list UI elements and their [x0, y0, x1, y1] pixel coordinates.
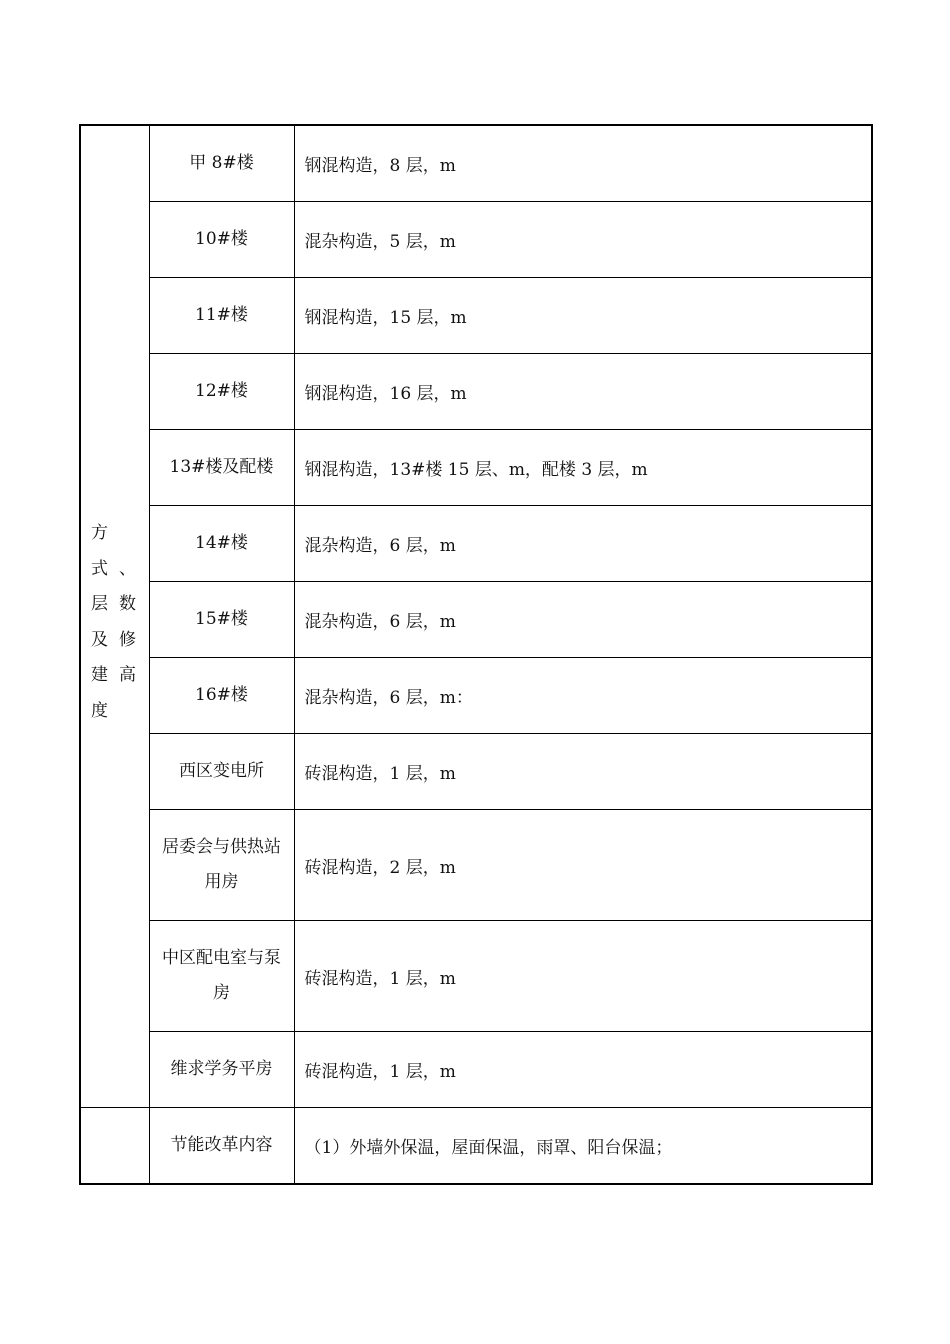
- category-char: 高: [119, 665, 136, 685]
- table-row: [80, 125, 872, 202]
- building-description: 钢混构造，13#楼 15 层、m，配楼 3 层，m: [294, 430, 872, 506]
- building-name: 中区配电室与泵房: [149, 921, 294, 1032]
- table-row: [80, 278, 872, 354]
- category-label: [89, 518, 145, 731]
- building-description: 钢混构造，15 层，m: [294, 278, 872, 354]
- table-row: [80, 202, 872, 278]
- building-description: 混杂构造，6 层，m: [294, 582, 872, 658]
- table-row: [80, 810, 872, 921]
- building-name: 维求学务平房: [149, 1032, 294, 1108]
- table-row: [80, 430, 872, 506]
- table-row: [80, 734, 872, 810]
- category-char: 建: [91, 665, 108, 685]
- building-name: 11#楼: [149, 278, 294, 354]
- building-name: 10#楼: [149, 202, 294, 278]
- building-description: 砖混构造，2 层，m: [294, 810, 872, 921]
- category-char: 度: [91, 700, 108, 721]
- category-char: 数: [119, 594, 136, 614]
- building-description: 砖混构造，1 层，m: [294, 921, 872, 1032]
- category-char: 及: [91, 629, 108, 650]
- table-row: [80, 658, 872, 734]
- empty-cell: [80, 1108, 149, 1185]
- category-cell: [80, 125, 149, 1108]
- building-name: 居委会与供热站用房: [149, 810, 294, 921]
- building-name: 12#楼: [149, 354, 294, 430]
- category-char: 修: [119, 629, 136, 650]
- table-row: [80, 506, 872, 582]
- category-char: 方: [91, 523, 108, 543]
- table-row: [80, 1032, 872, 1108]
- table-row: [80, 354, 872, 430]
- category-char: 层: [91, 594, 108, 614]
- energy-label: 节能改革内容: [149, 1108, 294, 1185]
- building-description: 混杂构造，5 层，m: [294, 202, 872, 278]
- category-char: 式: [91, 558, 108, 579]
- building-description: 砖混构造，1 层，m: [294, 734, 872, 810]
- building-description: 钢混构造，8 层，m: [294, 125, 872, 202]
- category-char: 、: [119, 558, 136, 579]
- energy-content: （1）外墙外保温，屋面保温，雨罩、阳台保温；: [294, 1108, 872, 1185]
- category-char: [117, 696, 145, 732]
- building-description: 混杂构造，6 层，m: [294, 506, 872, 582]
- building-description: 砖混构造，1 层，m: [294, 1032, 872, 1108]
- table-row: [80, 921, 872, 1032]
- building-description: 混杂构造，6 层，m：: [294, 658, 872, 734]
- building-name: 13#楼及配楼: [149, 430, 294, 506]
- category-char: [117, 518, 145, 554]
- building-name: 14#楼: [149, 506, 294, 582]
- building-name: 甲 8#楼: [149, 125, 294, 202]
- building-name: 15#楼: [149, 582, 294, 658]
- building-spec-table: [79, 124, 873, 1185]
- building-name: 16#楼: [149, 658, 294, 734]
- building-description: 钢混构造，16 层，m: [294, 354, 872, 430]
- energy-row: [80, 1108, 872, 1185]
- building-name: 西区变电所: [149, 734, 294, 810]
- table-row: [80, 582, 872, 658]
